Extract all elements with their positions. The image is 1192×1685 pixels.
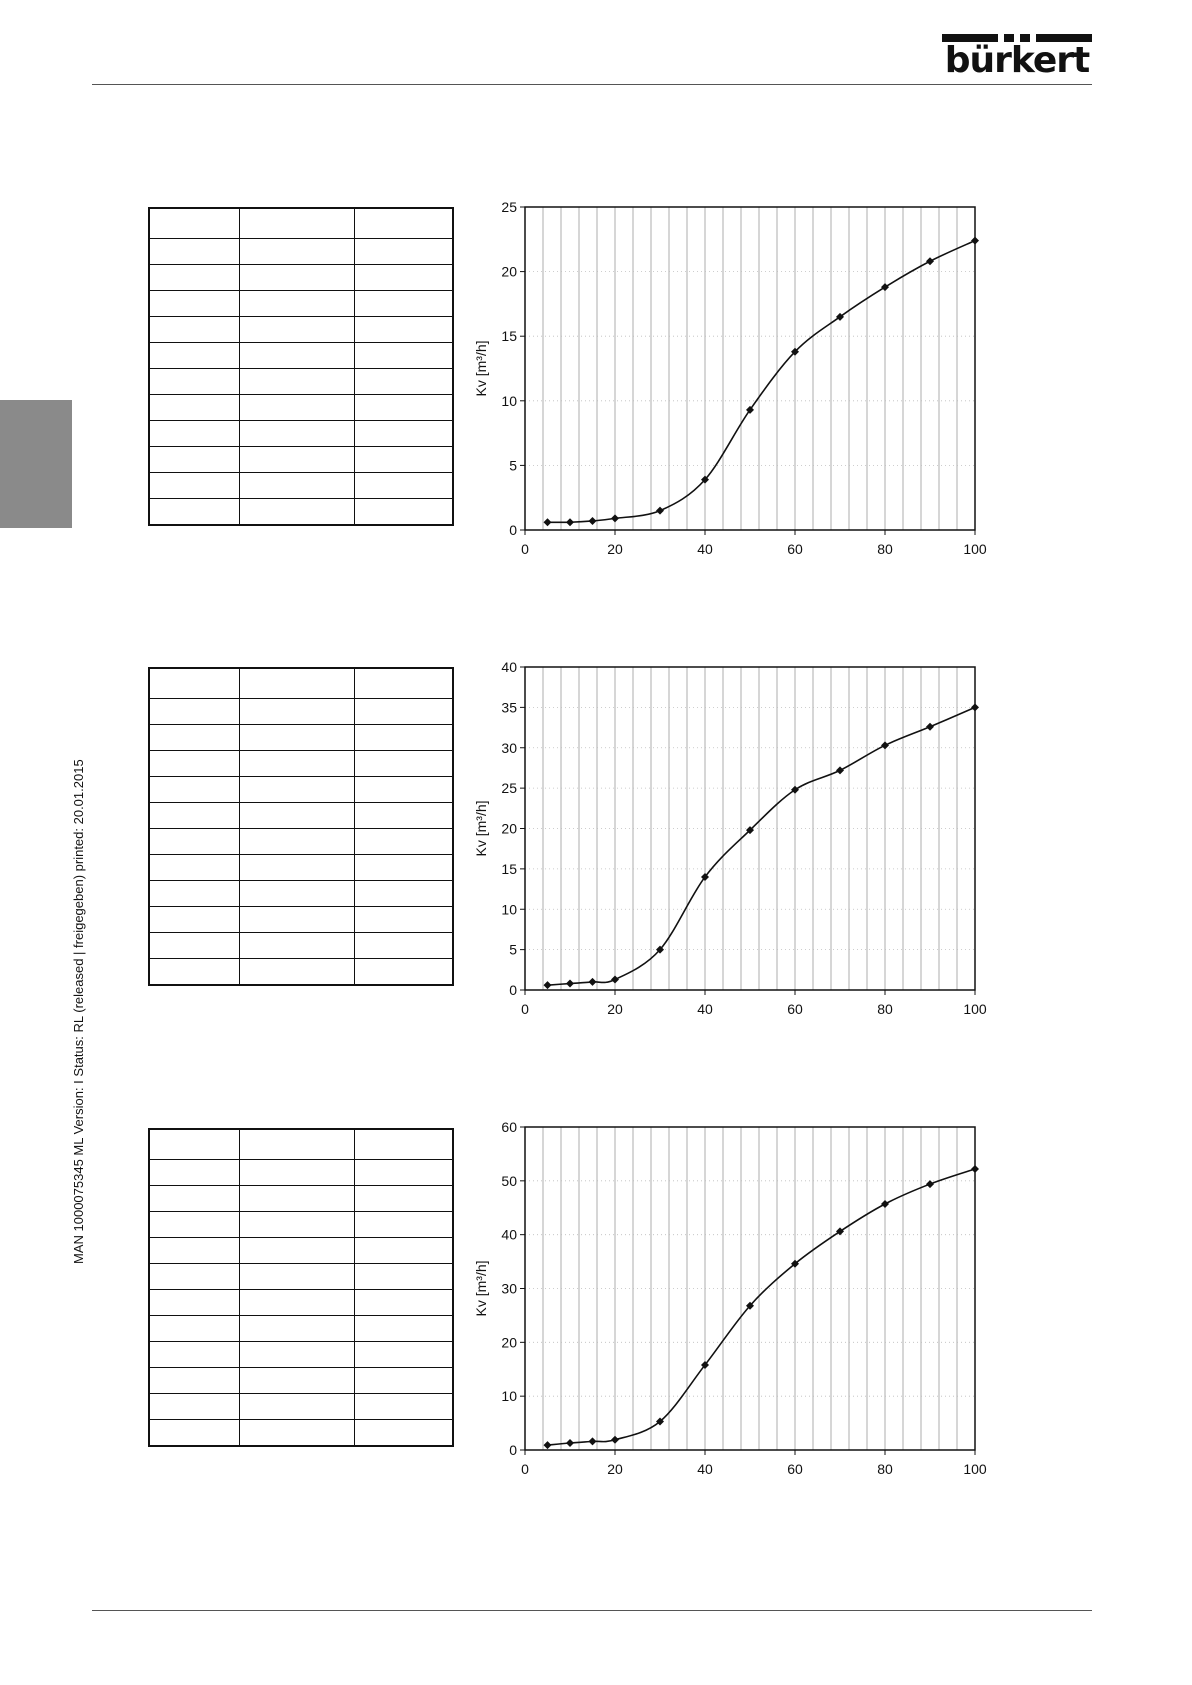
- y-tick-label: 25: [501, 780, 517, 797]
- x-tick-label: 0: [521, 541, 529, 557]
- data-point-marker: [566, 518, 574, 526]
- data-point-marker: [971, 703, 979, 711]
- y-tick-label: 5: [509, 457, 517, 474]
- data-point-marker: [589, 978, 597, 986]
- data-point-marker: [611, 1436, 619, 1444]
- data-point-marker: [881, 741, 889, 749]
- y-tick-label: 30: [501, 739, 517, 756]
- data-point-marker: [566, 1439, 574, 1447]
- x-tick-label: 0: [521, 1461, 529, 1477]
- y-tick-label: 25: [501, 199, 517, 215]
- kv-table-2: [148, 667, 454, 986]
- y-tick-label: 0: [509, 522, 517, 538]
- data-point-marker: [881, 283, 889, 291]
- x-tick-label: 40: [697, 541, 713, 557]
- kv-table-3: [148, 1128, 454, 1447]
- y-axis-label: Kv [m³/h]: [473, 1260, 489, 1317]
- kv-table-1: [148, 207, 454, 526]
- x-tick-label: 100: [963, 1001, 987, 1017]
- data-point-marker: [926, 257, 934, 265]
- x-tick-label: 20: [607, 1001, 623, 1017]
- data-point-marker: [589, 517, 597, 525]
- document-status-note: MAN 1000075345 ML Version: I Status: RL (released | freigegeben) printed: 20.01.2015: [71, 759, 86, 1264]
- y-tick-label: 10: [501, 901, 517, 918]
- x-tick-label: 20: [607, 541, 623, 557]
- logo-wordmark: bürkert: [944, 40, 1090, 81]
- y-tick-label: 15: [501, 328, 517, 345]
- kv-chart-1: [470, 195, 1010, 575]
- x-tick-label: 100: [963, 541, 987, 557]
- data-point-marker: [971, 237, 979, 245]
- data-point-marker: [544, 1441, 552, 1449]
- y-tick-label: 40: [501, 1226, 517, 1243]
- y-tick-label: 50: [501, 1172, 517, 1189]
- kv-series-line: [548, 241, 976, 523]
- y-tick-label: 30: [501, 1280, 517, 1297]
- x-tick-label: 40: [697, 1001, 713, 1017]
- x-tick-label: 0: [521, 1001, 529, 1017]
- x-tick-label: 60: [787, 1001, 803, 1017]
- data-point-marker: [544, 981, 552, 989]
- y-tick-label: 20: [501, 263, 517, 280]
- y-axis-label: Kv [m³/h]: [473, 340, 489, 397]
- data-point-marker: [611, 514, 619, 522]
- y-tick-label: 20: [501, 1334, 517, 1351]
- y-tick-label: 0: [509, 1442, 517, 1458]
- data-point-marker: [544, 518, 552, 526]
- data-point-marker: [611, 976, 619, 984]
- chapter-side-tab: [0, 400, 72, 528]
- x-tick-label: 60: [787, 1461, 803, 1477]
- burkert-logo: [942, 34, 1092, 82]
- plot-frame: [525, 207, 975, 530]
- x-tick-label: 80: [877, 1461, 893, 1477]
- x-tick-label: 80: [877, 1001, 893, 1017]
- y-tick-label: 10: [501, 1388, 517, 1405]
- data-point-marker: [881, 1200, 889, 1208]
- kv-series-line: [548, 1169, 976, 1445]
- data-point-marker: [589, 1437, 597, 1445]
- y-tick-label: 60: [501, 1119, 517, 1135]
- y-tick-label: 5: [509, 941, 517, 958]
- data-point-marker: [566, 980, 574, 988]
- y-tick-label: 10: [501, 392, 517, 409]
- kv-chart-3: [470, 1115, 1010, 1495]
- kv-chart-2: [470, 655, 1010, 1035]
- y-tick-label: 40: [501, 659, 517, 675]
- x-tick-label: 100: [963, 1461, 987, 1477]
- y-tick-label: 20: [501, 820, 517, 837]
- x-tick-label: 20: [607, 1461, 623, 1477]
- data-point-marker: [971, 1165, 979, 1173]
- header-rule: [92, 84, 1092, 85]
- x-tick-label: 60: [787, 541, 803, 557]
- y-tick-label: 15: [501, 860, 517, 877]
- data-point-marker: [926, 1180, 934, 1188]
- kv-series-line: [548, 707, 976, 985]
- y-tick-label: 35: [501, 699, 517, 716]
- y-tick-label: 0: [509, 982, 517, 998]
- data-point-marker: [926, 723, 934, 731]
- y-axis-label: Kv [m³/h]: [473, 800, 489, 857]
- footer-rule: [92, 1610, 1092, 1611]
- data-point-marker: [656, 507, 664, 515]
- x-tick-label: 40: [697, 1461, 713, 1477]
- data-point-marker: [836, 766, 844, 774]
- x-tick-label: 80: [877, 541, 893, 557]
